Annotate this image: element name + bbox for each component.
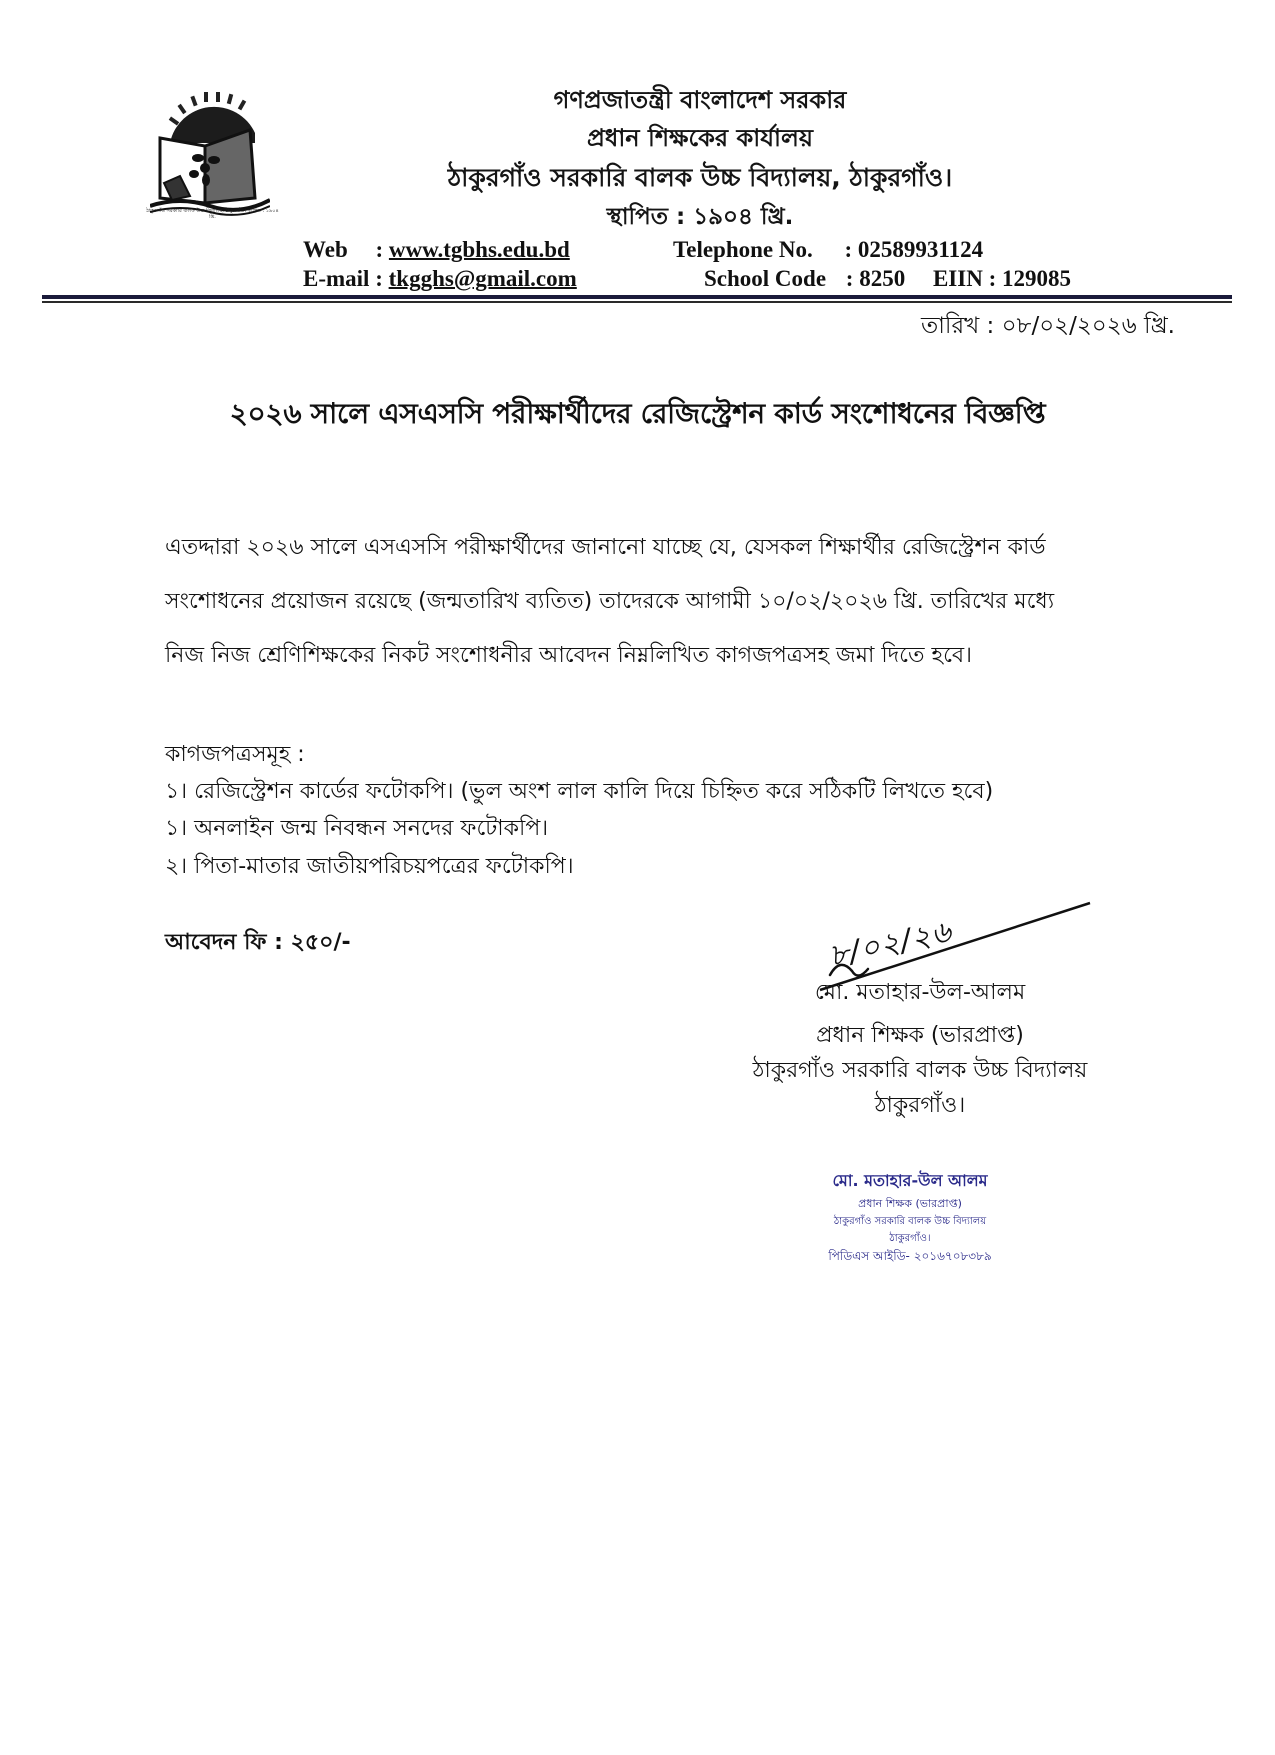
signer-location: ঠাকুরগাঁও।	[874, 1093, 966, 1118]
web-label: Web	[303, 237, 348, 262]
telephone-value: 02589931124	[857, 237, 984, 262]
stamp-pds-id: পিডিএস আইডি- ২০১৬৭০৮৩৮৯	[828, 1249, 992, 1263]
body-line: এতদ্দারা ২০২৬ সালে এসএসসি পরীক্ষার্থীদের জানানো যাচ্ছে যে, যেসকল শিক্ষার্থীর রেজিস্ট্রেশন কার্ড	[165, 535, 1046, 560]
document-item: ১। অনলাইন জন্ম নিবন্ধন সনদের ফটোকপি।	[165, 816, 549, 841]
logo-caption: ঠাকুরগাঁও সরকারি বালক উচ্চ বিদ্যালয়, ঠাকুরগাঁও। স্থাপিত : ১৯০৪ খ্রি.	[146, 208, 279, 220]
header-rule-thin	[42, 301, 1232, 303]
telephone-label: Telephone No.	[673, 237, 813, 262]
telephone-row: Telephone No. : 02589931124	[673, 237, 984, 262]
stamp-designation: প্রধান শিক্ষক (ভারপ্রাপ্ত)	[858, 1197, 962, 1210]
application-fee: আবেদন ফি : ২৫০/-	[165, 930, 351, 955]
office-title: প্রধান শিক্ষকের কার্যালয়	[586, 124, 814, 152]
school-code-label: School Code	[704, 266, 827, 291]
handwritten-signature-date: ৮/০২/২৬	[825, 914, 956, 975]
document-item: ১। রেজিস্ট্রেশন কার্ডের ফটোকপি। (ভুল অংশ লাল কালি দিয়ে চিহ্নিত করে সঠিকটি লিখতে হবে)	[165, 779, 994, 804]
school-code-value: 8250	[859, 266, 906, 291]
email-link[interactable]: tkgghs@gmail.com	[388, 266, 577, 291]
signer-name: মো. মতাহার-উল-আলম	[814, 980, 1026, 1005]
notice-date: তারিখ : ০৮/০২/২০২৬ খ্রি.	[920, 313, 1175, 339]
body-line: সংশোধনের প্রয়োজন রয়েছে (জন্মতারিখ ব্যতিত) তাদেরকে আগামী ১০/০২/২০২৬ খ্রি. তারিখের মধ্যে	[165, 589, 1055, 614]
school-emblem-icon	[150, 88, 270, 223]
web-row: Web : www.tgbhs.edu.bd	[303, 237, 570, 262]
government-title: গণপ্রজাতন্ত্রী বাংলাদেশ সরকার	[553, 86, 847, 114]
school-logo	[146, 88, 279, 223]
eiin-label: EIIN	[932, 266, 983, 291]
school-name: ঠাকুরগাঁও সরকারি বালক উচ্চ বিদ্যালয়, ঠাকুরগাঁও।	[447, 163, 953, 192]
established-year: স্থাপিত : ১৯০৪ খ্রি.	[606, 204, 794, 230]
signer-institution: ঠাকুরগাঁও সরকারি বালক উচ্চ বিদ্যালয়	[752, 1058, 1088, 1083]
body-line: নিজ নিজ শ্রেণিশিক্ষকের নিকট সংশোধনীর আবেদন নিম্নলিখিত কাগজপত্রসহ জমা দিতে হবে।	[165, 643, 973, 668]
school-code-row: School Code : 8250 EIIN : 129085	[704, 266, 1071, 291]
email-row: E-mail : tkgghs@gmail.com	[303, 266, 577, 291]
documents-heading: কাগজপত্রসমূহ :	[165, 742, 305, 767]
header-rule	[42, 295, 1232, 299]
eiin-value: 129085	[1002, 266, 1071, 291]
signer-designation: প্রধান শিক্ষক (ভারপ্রাপ্ত)	[816, 1023, 1024, 1048]
notice-title: ২০২৬ সালে এসএসসি পরীক্ষার্থীদের রেজিস্ট্রেশন কার্ড সংশোধনের বিজ্ঞপ্তি	[229, 397, 1046, 430]
stamp-location: ঠাকুরগাঁও।	[889, 1233, 931, 1244]
stamp-name: মো. মতাহার-উল আলম	[832, 1171, 988, 1190]
stamp-institution: ঠাকুরগাঁও সরকারি বালক উচ্চ বিদ্যালয়	[833, 1216, 987, 1227]
web-link[interactable]: www.tgbhs.edu.bd	[388, 237, 570, 262]
email-label: E-mail	[303, 266, 370, 291]
document-item: ২। পিতা-মাতার জাতীয়পরিচয়পত্রের ফটোকপি।	[165, 854, 574, 879]
official-stamp	[780, 1168, 1040, 1268]
